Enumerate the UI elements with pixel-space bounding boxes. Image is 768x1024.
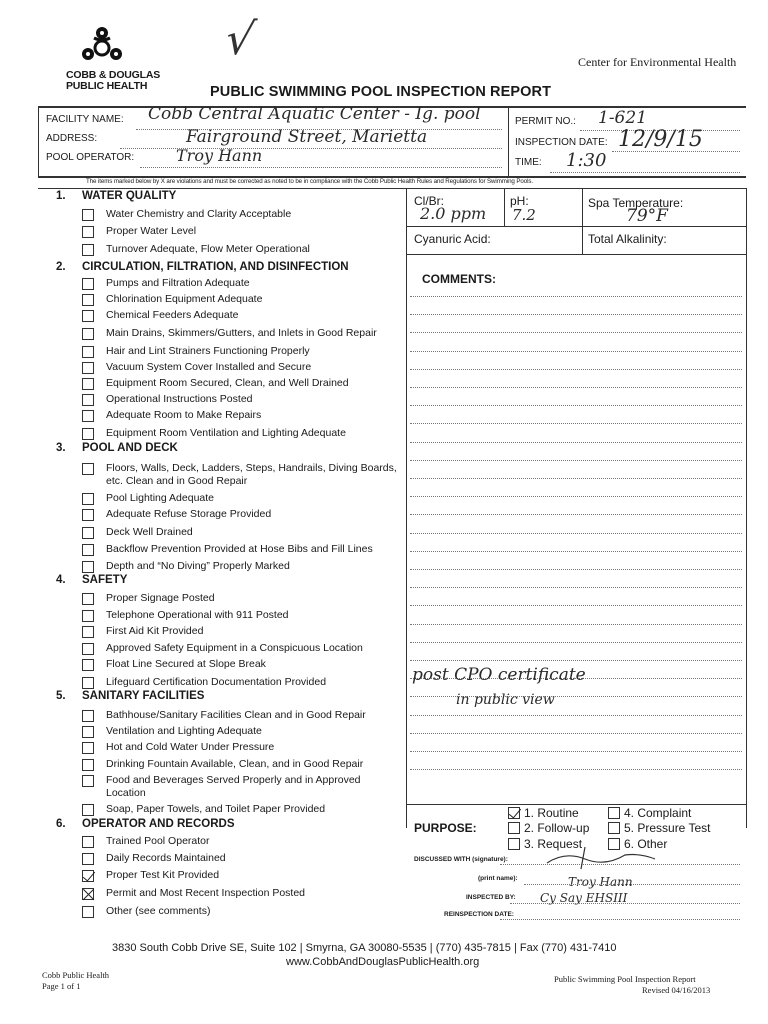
time-value: 1:30	[566, 150, 607, 171]
violation-checkbox[interactable]	[82, 244, 94, 256]
checklist-item-label: Deck Well Drained	[106, 526, 193, 538]
checklist-item-label: Floors, Walls, Deck, Ladders, Steps, Handrails, Diving Boards, etc. Clean and in Good Repair	[106, 462, 397, 487]
section-title: SANITARY FACILITIES	[82, 690, 205, 702]
violation-checkbox[interactable]	[82, 610, 94, 622]
purpose-option-label: 3. Request	[524, 837, 583, 851]
violation-checkbox[interactable]	[82, 410, 94, 422]
purpose-option	[608, 806, 691, 820]
purpose-checkbox[interactable]	[508, 838, 520, 850]
checklist-item-label: Daily Records Maintained	[106, 852, 226, 864]
footer-page: Page 1 of 1	[42, 981, 81, 991]
violation-checkbox[interactable]	[82, 428, 94, 440]
center-name: Center for Environmental Health	[578, 55, 737, 69]
checklist-item-label: Drinking Fountain Available, Clean, and in Good Repair	[106, 758, 364, 770]
violation-checkbox[interactable]	[82, 836, 94, 848]
clbr-label: Cl/Br:	[414, 194, 444, 208]
purpose-option	[608, 821, 710, 835]
checklist-item-label: Chlorination Equipment Adequate	[106, 293, 263, 305]
section-title: CIRCULATION, FILTRATION, AND DISINFECTION	[82, 261, 349, 273]
inspection-date-value: 12/9/15	[618, 127, 703, 152]
checklist-item-label: Approved Safety Equipment in a Conspicuous Location	[106, 642, 363, 654]
discussed-with-label: DISCUSSED WITH (signature):	[414, 856, 508, 863]
violation-checkbox[interactable]	[82, 527, 94, 539]
violation-checkbox[interactable]	[82, 362, 94, 374]
violation-checkbox[interactable]	[82, 888, 94, 900]
comment-line	[410, 460, 742, 461]
comment-line	[410, 314, 742, 315]
checklist-item	[82, 361, 400, 374]
violation-checkbox[interactable]	[82, 643, 94, 655]
checklist-item-label: Equipment Room Ventilation and Lighting Adequate	[106, 427, 346, 439]
purpose-option	[508, 806, 579, 820]
checklist-item	[82, 409, 400, 422]
ph-label: pH:	[510, 194, 529, 208]
checklist-item-label: Equipment Room Secured, Clean, and Well Drained	[106, 377, 349, 389]
violation-checkbox[interactable]	[82, 509, 94, 521]
section-number: 6.	[56, 818, 66, 830]
comment-line	[410, 332, 742, 333]
comment-line-2: in public view	[456, 692, 555, 708]
checklist-item	[82, 377, 400, 390]
section-number: 1.	[56, 190, 66, 202]
checklist-item	[82, 208, 400, 221]
page-title: PUBLIC SWIMMING POOL INSPECTION REPORT	[210, 84, 552, 100]
purpose-option-label: 4. Complaint	[624, 806, 692, 820]
comment-line	[410, 514, 742, 515]
violation-checkbox[interactable]	[82, 677, 94, 689]
checklist-item	[82, 560, 400, 573]
pool-operator-value: Troy Hann	[176, 146, 263, 165]
print-name-label: (print name):	[478, 875, 518, 882]
checklist-item-label: Telephone Operational with 911 Posted	[106, 609, 289, 621]
checklist-item	[82, 835, 400, 848]
checklist-item	[82, 658, 400, 671]
spa-temp-label: Spa Temperature:	[588, 196, 684, 210]
checklist-item-label: Turnover Adequate, Flow Meter Operational	[106, 243, 310, 255]
checklist-item	[82, 277, 400, 290]
comment-line-1: post CPO certificate	[412, 665, 586, 685]
purpose-checkbox[interactable]	[508, 822, 520, 834]
comment-line	[410, 296, 742, 297]
section-number: 2.	[56, 261, 66, 273]
checklist-item	[82, 758, 400, 771]
checklist-item-label: Hair and Lint Strainers Functioning Properly	[106, 345, 310, 357]
violation-checkbox[interactable]	[82, 870, 94, 882]
checklist-item-label: Ventilation and Lighting Adequate	[106, 725, 262, 737]
violation-checkbox[interactable]	[82, 742, 94, 754]
purpose-checkbox[interactable]	[608, 807, 620, 819]
spa-temp-value: 79°F	[626, 206, 668, 226]
checklist-item	[82, 887, 400, 900]
time-label: TIME:	[515, 157, 542, 168]
violation-checkbox[interactable]	[82, 759, 94, 771]
purpose-option-label: 5. Pressure Test	[624, 821, 711, 835]
violation-checkbox[interactable]	[82, 593, 94, 605]
checklist-item-label: Water Chemistry and Clarity Acceptable	[106, 208, 292, 220]
checklist-item-label: Operational Instructions Posted	[106, 393, 253, 405]
total-alkalinity-label: Total Alkalinity:	[588, 232, 667, 246]
facility-name-value: Cobb Central Aquatic Center - Ig. pool	[148, 104, 481, 124]
checklist-item-label: Vacuum System Cover Installed and Secure	[106, 361, 312, 373]
violation-checkbox[interactable]	[82, 394, 94, 406]
footer-website: www.CobbAndDouglasPublicHealth.org	[286, 956, 480, 968]
checklist-item	[82, 526, 400, 539]
purpose-option	[508, 821, 589, 835]
section-title: POOL AND DECK	[82, 442, 178, 454]
comment-line	[410, 769, 742, 770]
comment-line	[410, 733, 742, 734]
checklist-item	[82, 309, 400, 322]
inspection-date-label: INSPECTION DATE:	[515, 137, 608, 148]
checklist-item	[82, 462, 400, 488]
checklist-item	[82, 345, 400, 358]
checklist-item	[82, 869, 400, 882]
checklist-item	[82, 852, 400, 865]
checklist-item-label: Proper Signage Posted	[106, 592, 215, 604]
violation-checkbox[interactable]	[82, 853, 94, 865]
comment-line	[410, 478, 742, 479]
checklist-item-label: Food and Beverages Served Properly and in Approved Location	[106, 774, 361, 799]
checklist-item	[82, 327, 400, 340]
footer-address: 3830 South Cobb Drive SE, Suite 102 | Smyrna, GA 30080-5535 | (770) 435-7815 | Fax (770) 431-7410	[112, 942, 617, 954]
violation-checkbox[interactable]	[82, 561, 94, 573]
checklist-item-label: First Aid Kit Provided	[106, 625, 204, 637]
footer-org: Cobb Public Health	[42, 970, 110, 980]
checklist-item	[82, 592, 400, 605]
checklist-item-label: Other (see comments)	[106, 905, 211, 917]
comment-line	[410, 423, 742, 424]
footer-revision: Revised 04/16/2013	[642, 985, 711, 995]
inspected-by-value: Cy Say EHSIII	[540, 891, 628, 905]
comment-line	[410, 660, 742, 661]
checklist-item	[82, 225, 400, 238]
comment-line	[410, 569, 742, 570]
violation-checkbox[interactable]	[82, 463, 94, 475]
violation-checkbox[interactable]	[82, 378, 94, 390]
checklist-item	[82, 543, 400, 556]
pool-operator-label: POOL OPERATOR:	[46, 152, 135, 163]
checklist-item	[82, 905, 400, 918]
checklist-item	[82, 676, 400, 689]
facility-name-label: FACILITY NAME:	[46, 114, 124, 125]
address-value: Fairground Street, Marietta	[186, 127, 428, 147]
checklist-item	[82, 741, 400, 754]
purpose-label: PURPOSE:	[414, 821, 477, 835]
section-number: 4.	[56, 574, 66, 586]
violation-checkbox[interactable]	[82, 226, 94, 238]
checklist-item	[82, 427, 400, 440]
purpose-option-label: 1. Routine	[524, 806, 579, 820]
comment-line	[410, 496, 742, 497]
comment-line	[410, 369, 742, 370]
violation-checkbox[interactable]	[82, 544, 94, 556]
violation-checkbox[interactable]	[82, 626, 94, 638]
checklist-item-label: Adequate Refuse Storage Provided	[106, 508, 272, 520]
checklist-item-label: Depth and “No Diving” Properly Marked	[106, 560, 290, 572]
violation-checkbox[interactable]	[82, 310, 94, 322]
violation-checkbox[interactable]	[82, 328, 94, 340]
checklist-item-label: Main Drains, Skimmers/Gutters, and Inlets in Good Repair	[106, 327, 377, 339]
checklist-item-label: Bathhouse/Sanitary Facilities Clean and in Good Repair	[106, 709, 366, 721]
cobb-douglas-logo-icon	[80, 26, 124, 70]
purpose-checkbox[interactable]	[608, 822, 620, 834]
purpose-option-label: 6. Other	[624, 837, 668, 851]
checklist-item-label: Permit and Most Recent Inspection Posted	[106, 887, 306, 899]
comment-line	[410, 442, 742, 443]
checklist-item-label: Proper Water Level	[106, 225, 197, 237]
checklist-item	[82, 803, 400, 816]
comment-line	[410, 715, 742, 716]
violation-checkbox[interactable]	[82, 209, 94, 221]
violation-checkbox[interactable]	[82, 906, 94, 918]
checklist-item	[82, 642, 400, 655]
checklist-item-label: Float Line Secured at Slope Break	[106, 658, 266, 670]
checklist-item	[82, 725, 400, 738]
comment-line	[410, 351, 742, 352]
checklist-item-label: Pool Lighting Adequate	[106, 492, 215, 504]
violation-note: The items marked below by X are violations and must be corrected as noted to be in compliance with the Cobb Public Health Rules and Regulations for Swimming Pools.	[86, 178, 533, 185]
comment-line	[410, 624, 742, 625]
checklist-item	[82, 492, 400, 505]
violation-checkbox[interactable]	[82, 726, 94, 738]
purpose-checkbox[interactable]	[508, 807, 520, 819]
violation-checkbox[interactable]	[82, 710, 94, 722]
checklist-item-label: Chemical Feeders Adequate	[106, 309, 239, 321]
reinspection-date-label: REINSPECTION DATE:	[444, 911, 514, 918]
violation-checkbox[interactable]	[82, 346, 94, 358]
comment-line	[410, 642, 742, 643]
comment-line	[410, 605, 742, 606]
approval-checkmark: √	[221, 14, 259, 65]
checklist-item-label: Soap, Paper Towels, and Toilet Paper Provided	[106, 803, 326, 815]
checklist-item-label: Hot and Cold Water Under Pressure	[106, 741, 275, 753]
checklist-item-label: Proper Test Kit Provided	[106, 869, 220, 881]
checklist-item-label: Backflow Prevention Provided at Hose Bibs and Fill Lines	[106, 543, 373, 555]
inspected-by-label: INSPECTED BY:	[466, 894, 516, 901]
violation-checkbox[interactable]	[82, 493, 94, 505]
permit-label: PERMIT NO.:	[515, 116, 576, 127]
checklist-item	[82, 243, 400, 256]
checklist-item	[82, 609, 400, 622]
comment-line	[410, 387, 742, 388]
org-name: COBB & DOUGLAS PUBLIC HEALTH	[66, 69, 161, 92]
comment-line	[410, 405, 742, 406]
discussed-with-signature	[545, 845, 665, 871]
checklist-item	[82, 293, 400, 306]
checklist-item	[82, 625, 400, 638]
violation-checkbox[interactable]	[82, 278, 94, 290]
footer-form-name: Public Swimming Pool Inspection Report	[554, 974, 696, 984]
address-label: ADDRESS:	[46, 133, 98, 144]
checklist-item-label: Pumps and Filtration Adequate	[106, 277, 250, 289]
section-title: OPERATOR AND RECORDS	[82, 818, 235, 830]
checklist-item	[82, 393, 400, 406]
violation-checkbox[interactable]	[82, 659, 94, 671]
section-number: 3.	[56, 442, 66, 454]
purpose-option-label: 2. Follow-up	[524, 821, 590, 835]
checklist-item	[82, 709, 400, 722]
checklist-item-label: Trained Pool Operator	[106, 835, 210, 847]
violation-checkbox[interactable]	[82, 775, 94, 787]
ph-value: 7.2	[512, 206, 536, 224]
permit-value: 1-621	[598, 108, 648, 128]
checklist-item-label: Adequate Room to Make Repairs	[106, 409, 262, 421]
clbr-value: 2.0 ppm	[420, 204, 487, 223]
violation-checkbox[interactable]	[82, 294, 94, 306]
checklist-item-label: Lifeguard Certification Documentation Provided	[106, 676, 327, 688]
violation-checkbox[interactable]	[82, 804, 94, 816]
section-title: SAFETY	[82, 574, 128, 586]
section-title: WATER QUALITY	[82, 190, 177, 202]
checklist-item	[82, 508, 400, 521]
print-name-value: Troy Hann	[568, 875, 633, 889]
comment-line	[410, 587, 742, 588]
section-number: 5.	[56, 690, 66, 702]
checklist-item	[82, 774, 400, 800]
cyanuric-acid-label: Cyanuric Acid:	[414, 232, 491, 246]
comment-line	[410, 751, 742, 752]
comment-line	[410, 551, 742, 552]
comment-line	[410, 533, 742, 534]
comments-label: COMMENTS:	[422, 272, 496, 286]
